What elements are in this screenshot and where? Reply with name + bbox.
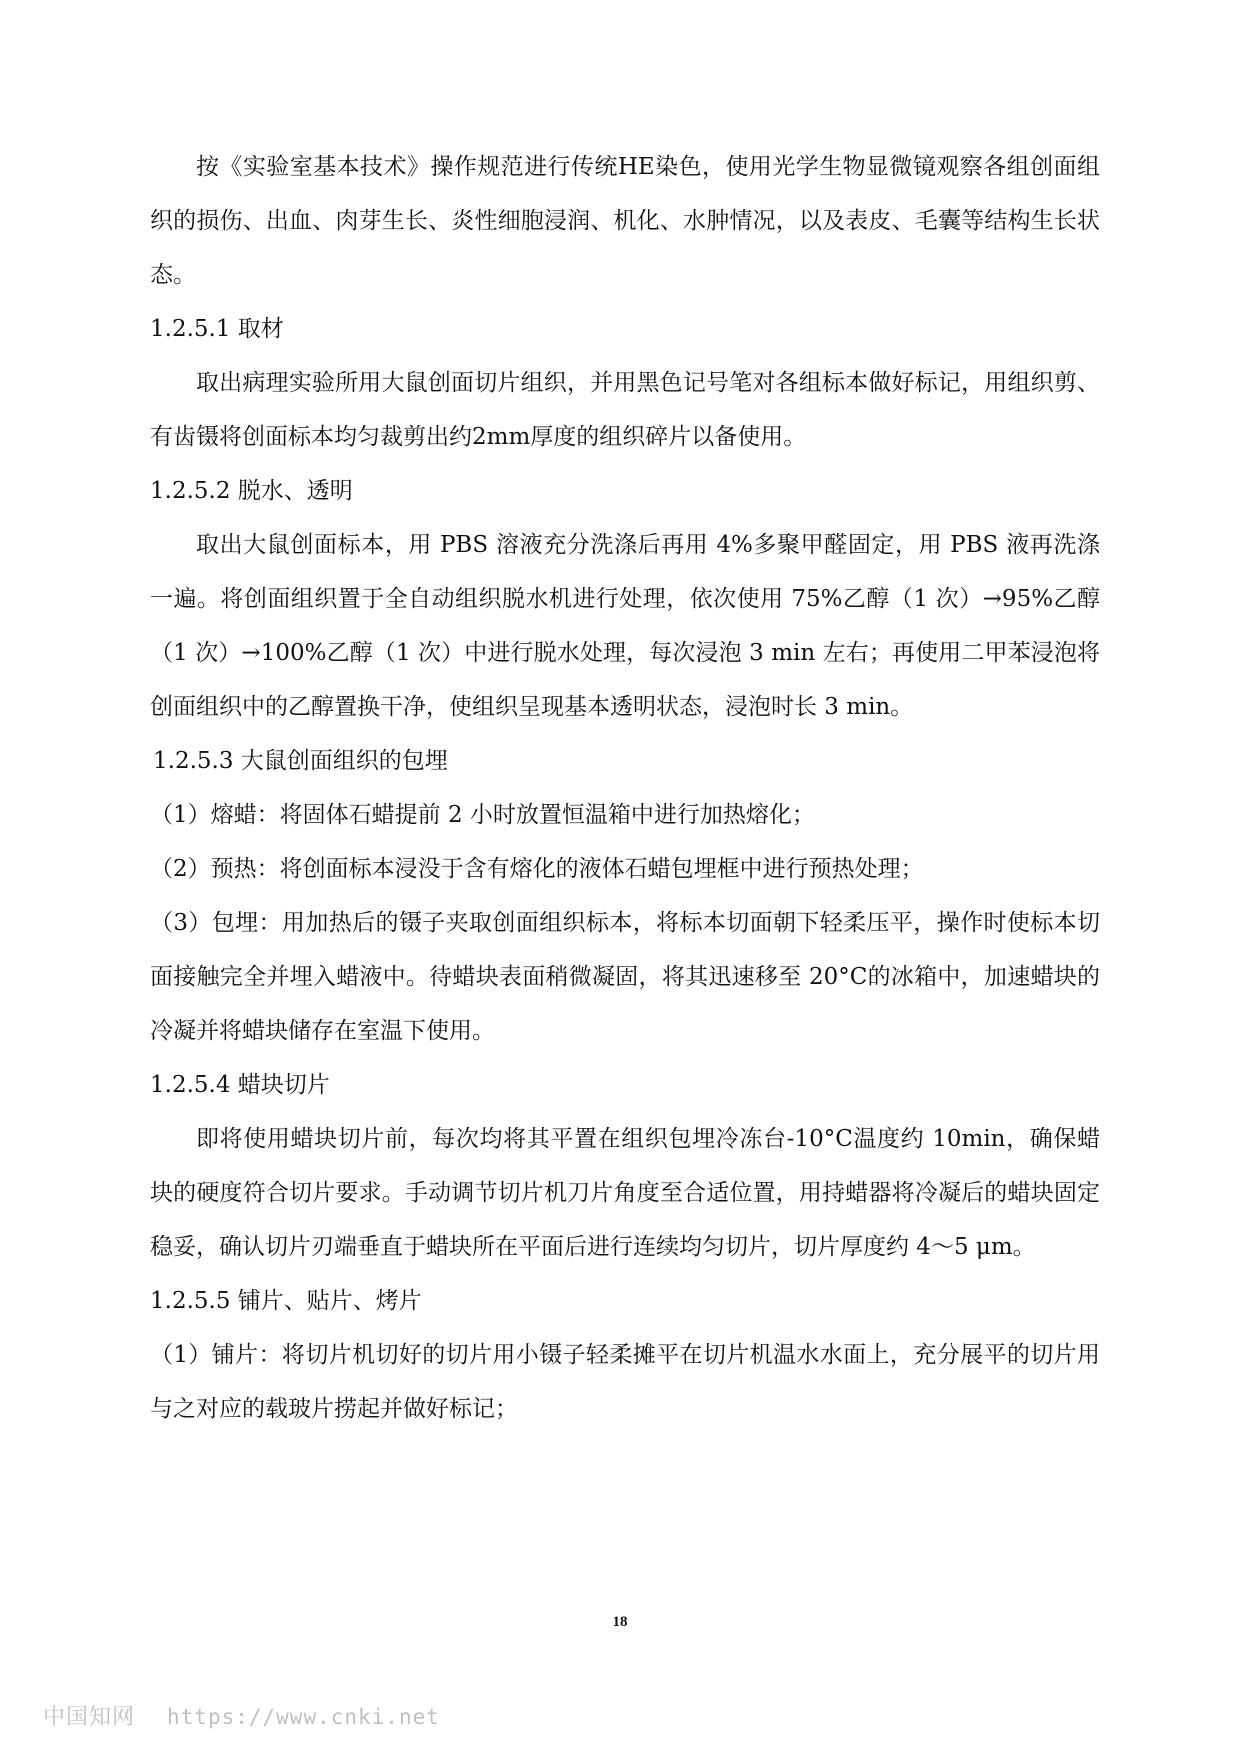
paragraph-dehydration: 取出大鼠创面标本，用 PBS 溶液充分洗涤后再用 4%多聚甲醛固定，用 PBS 液再洗涤一遍。将创面组织置于全自动组织脱水机进行处理，依次使用 75%乙醇（1 次）→95%乙醇（1 次）→100%乙醇（1 次）中进行脱水处理，每次浸泡 3 min 左右；再使用二甲苯浸泡将创面组织中的乙醇置换干净，使组织呈现基本透明状态，浸泡时长 3 min。 — [150, 532, 1100, 720]
watermark — [43, 1700, 440, 1731]
list-item-spreading: （1）铺片：将切片机切好的切片用小镊子轻柔摊平在切片机温水水面上，充分展平的切片用与之对应的载玻片捞起并做好标记； — [150, 1342, 1100, 1422]
heading-1-2-5-2: 1.2.5.2 脱水、透明 — [150, 478, 353, 504]
watermark-brand: 中国知网 — [43, 1705, 136, 1730]
heading-1-2-5-5: 1.2.5.5 铺片、贴片、烤片 — [150, 1288, 422, 1314]
paragraph-sectioning: 即将使用蜡块切片前，每次均将其平置在组织包埋冷冻台-10°C温度约 10min，确保蜡块的硬度符合切片要求。手动调节切片机刀片角度至合适位置，用持蜡器将冷凝后的蜡块固定稳妥，确认切片刃端垂直于蜡块所在平面后进行连续均匀切片，切片厚度约 4～5 μm。 — [150, 1126, 1100, 1260]
list-item-embedding: （3）包埋：用加热后的镊子夹取创面组织标本，将标本切面朝下轻柔压平，操作时使标本切面接触完全并埋入蜡液中。待蜡块表面稍微凝固，将其迅速移至 20°C的冰箱中，加速蜡块的冷凝并将蜡块储存在室温下使用。 — [150, 910, 1100, 1044]
list-item-melting-wax: （1）熔蜡：将固体石蜡提前 2 小时放置恒温箱中进行加热熔化； — [150, 802, 815, 828]
paragraph-sampling: 取出病理实验所用大鼠创面切片组织，并用黑色记号笔对各组标本做好标记，用组织剪、有齿镊将创面标本均匀裁剪出约2mm厚度的组织碎片以备使用。 — [150, 370, 1100, 450]
list-item-preheat: （2）预热：将创面标本浸没于含有熔化的液体石蜡包埋框中进行预热处理； — [150, 856, 924, 882]
page-number: 18 — [612, 1614, 628, 1630]
paragraph-he-staining: 按《实验室基本技术》操作规范进行传统HE染色，使用光学生物显微镜观察各组创面组织的损伤、出血、肉芽生长、炎性细胞浸润、机化、水肿情况，以及表皮、毛囊等结构生长状态。 — [150, 154, 1100, 288]
heading-1-2-5-3: 1.2.5.3 大鼠创面组织的包埋 — [153, 748, 448, 774]
heading-1-2-5-1: 1.2.5.1 取材 — [150, 316, 284, 342]
page-content — [150, 140, 1100, 1436]
watermark-url: https://www.cnki.net — [167, 1705, 440, 1729]
heading-1-2-5-4: 1.2.5.4 蜡块切片 — [150, 1072, 330, 1098]
